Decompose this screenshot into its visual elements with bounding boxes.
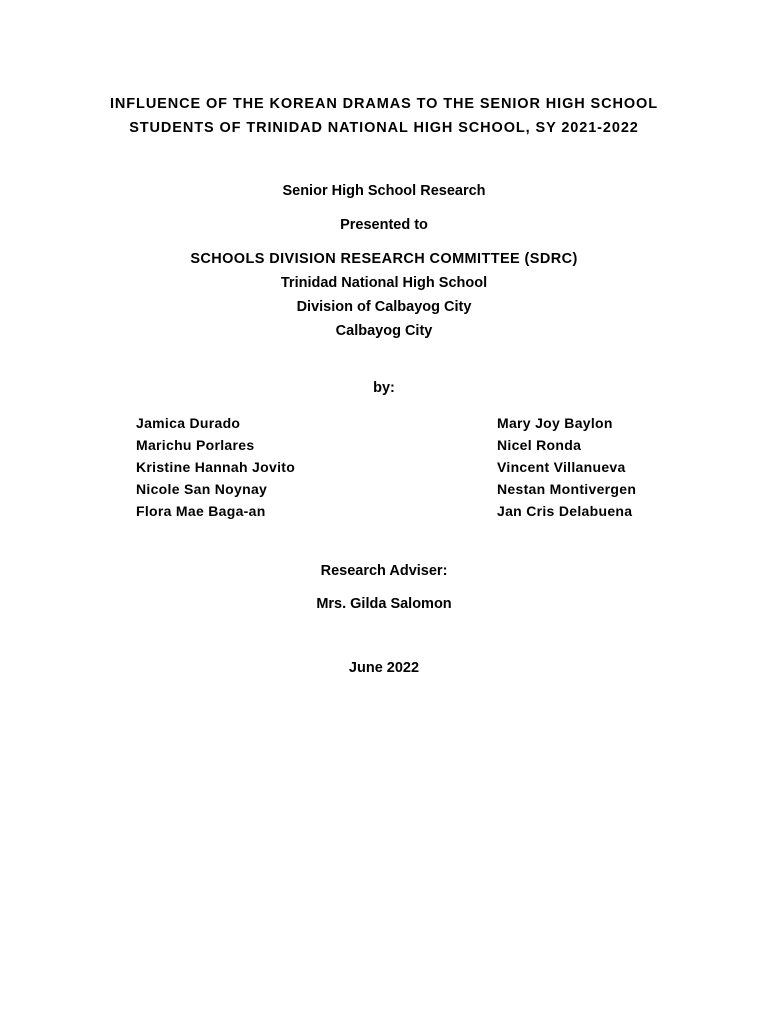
committee-name: SCHOOLS DIVISION RESEARCH COMMITTEE (SDRC) (190, 251, 578, 267)
school-name: Trinidad National High School (280, 275, 488, 291)
research-subtitle: Senior High School Research (282, 183, 486, 199)
author-name: Kristine Hannah Jovito (136, 459, 296, 475)
submission-date: June 2022 (348, 660, 420, 676)
adviser-label: Research Adviser: (320, 563, 448, 579)
authors-right-column (497, 412, 636, 522)
author-name: Jamica Durado (136, 415, 241, 431)
division-name: Division of Calbayog City (296, 299, 472, 315)
author-name: Vincent Villanueva (497, 459, 626, 475)
author-name: Nestan Montivergen (497, 481, 637, 497)
author-name: Flora Mae Baga-an (136, 503, 266, 519)
title-line-2: STUDENTS OF TRINIDAD NATIONAL HIGH SCHOOL, SY 2021-2022 (129, 120, 639, 136)
adviser-name: Mrs. Gilda Salomon (316, 596, 452, 612)
author-name: Jan Cris Delabuena (497, 503, 633, 519)
author-name: Marichu Porlares (136, 437, 255, 453)
by-label: by: (373, 380, 395, 396)
author-name: Nicole San Noynay (136, 481, 268, 497)
presented-to-label: Presented to (340, 217, 428, 233)
author-name: Mary Joy Baylon (497, 415, 613, 431)
author-name: Nicel Ronda (497, 437, 582, 453)
title-line-1: INFLUENCE OF THE KOREAN DRAMAS TO THE SENIOR HIGH SCHOOL (110, 96, 658, 112)
authors-left-column (136, 412, 295, 522)
city-name: Calbayog City (335, 323, 433, 339)
